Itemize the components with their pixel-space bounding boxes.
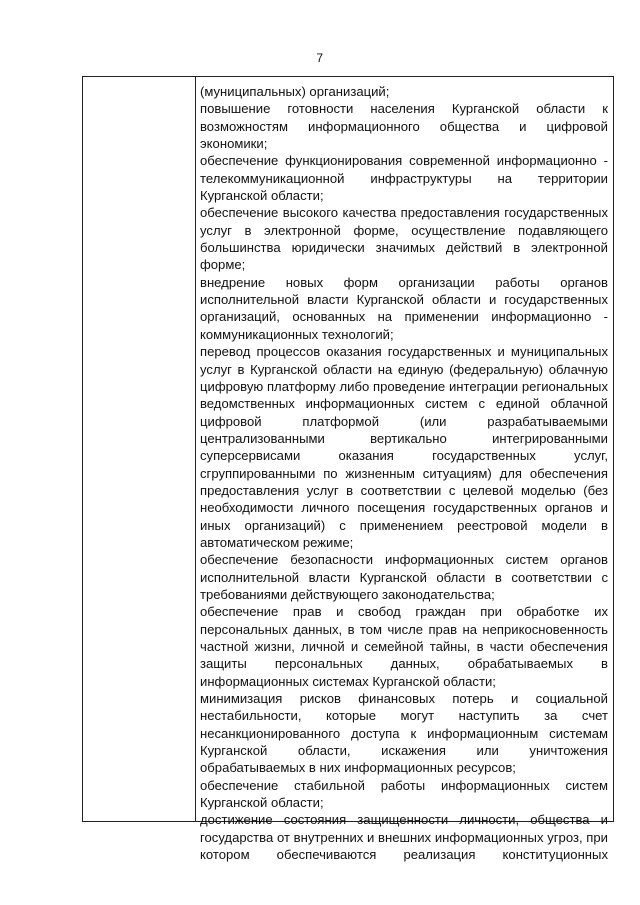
goal-paragraph: (муниципальных) организаций;: [200, 84, 390, 99]
goal-paragraph: обеспечение высокого качества предоставления государственных услуг в электронной форме, осуществление подавляющего большинства юридически значимых действий в электронной форме;: [200, 205, 608, 273]
table-text-cell: [200, 83, 608, 863]
goal-paragraph: обеспечение безопасности информационных систем органов исполнительной власти Курганской области в соответствии с требованиями действующего законодательства;: [200, 552, 608, 602]
goal-paragraph: обеспечение функционирования современной информационно - телекоммуникационной инфраструктуры на территории Курганской области;: [200, 153, 608, 204]
goal-paragraph: обеспечение прав и свобод граждан при обработке их персональных данных, в том числе прав на неприкосновенность частной жизни, личной и семейной тайны, в части обеспечения защиты персональных данных, обрабатываемых в информационных системах Курганской области;: [200, 604, 608, 689]
goal-paragraph: достижение состояния защищенности личности, общества и государства от внутренних и внешних информационных угроз, при котором обеспечиваются реализация конституционных: [200, 812, 608, 863]
goal-paragraph: минимизация рисков финансовых потерь и социальной нестабильности, которые могут наступить за счет несанкционированного доступа к информационным системам Курганской области, искажения или уничтожения обрабатываемых в них информационных ресурсов;: [200, 691, 608, 776]
goal-paragraph: повышение готовности населения Курганской области к возможностям информационного общества и цифровой экономики;: [200, 101, 608, 152]
page-number: 7: [316, 51, 324, 65]
goal-paragraph: внедрение новых форм организации работы органов исполнительной власти Курганской области и государственных организаций, основанных на применении информационно - коммуникационных технологий;: [200, 274, 608, 342]
goal-paragraph: перевод процессов оказания государственных и муниципальных услуг в Курганской области на единую (федеральную) облачную цифровую платформу либо проведение интеграции региональных ведомственных информационных систем с единой облачной цифровой платформой (или разрабатываемыми централизованными вертикально интегрированными суперсервисами оказания государственных услуг, сгруппированными по жизненным ситуациям) для обеспечения предоставления услуг в соответствии с целевой моделью (без необходимости личного посещения государственных органов и иных организаций) с применением реестровой модели в автоматическом режиме;: [200, 344, 608, 550]
column-divider: [195, 77, 196, 821]
table-left-cell: [83, 77, 195, 821]
goal-paragraph: обеспечение стабильной работы информационных систем Курганской области;: [200, 777, 608, 811]
goals-table: [82, 76, 614, 863]
